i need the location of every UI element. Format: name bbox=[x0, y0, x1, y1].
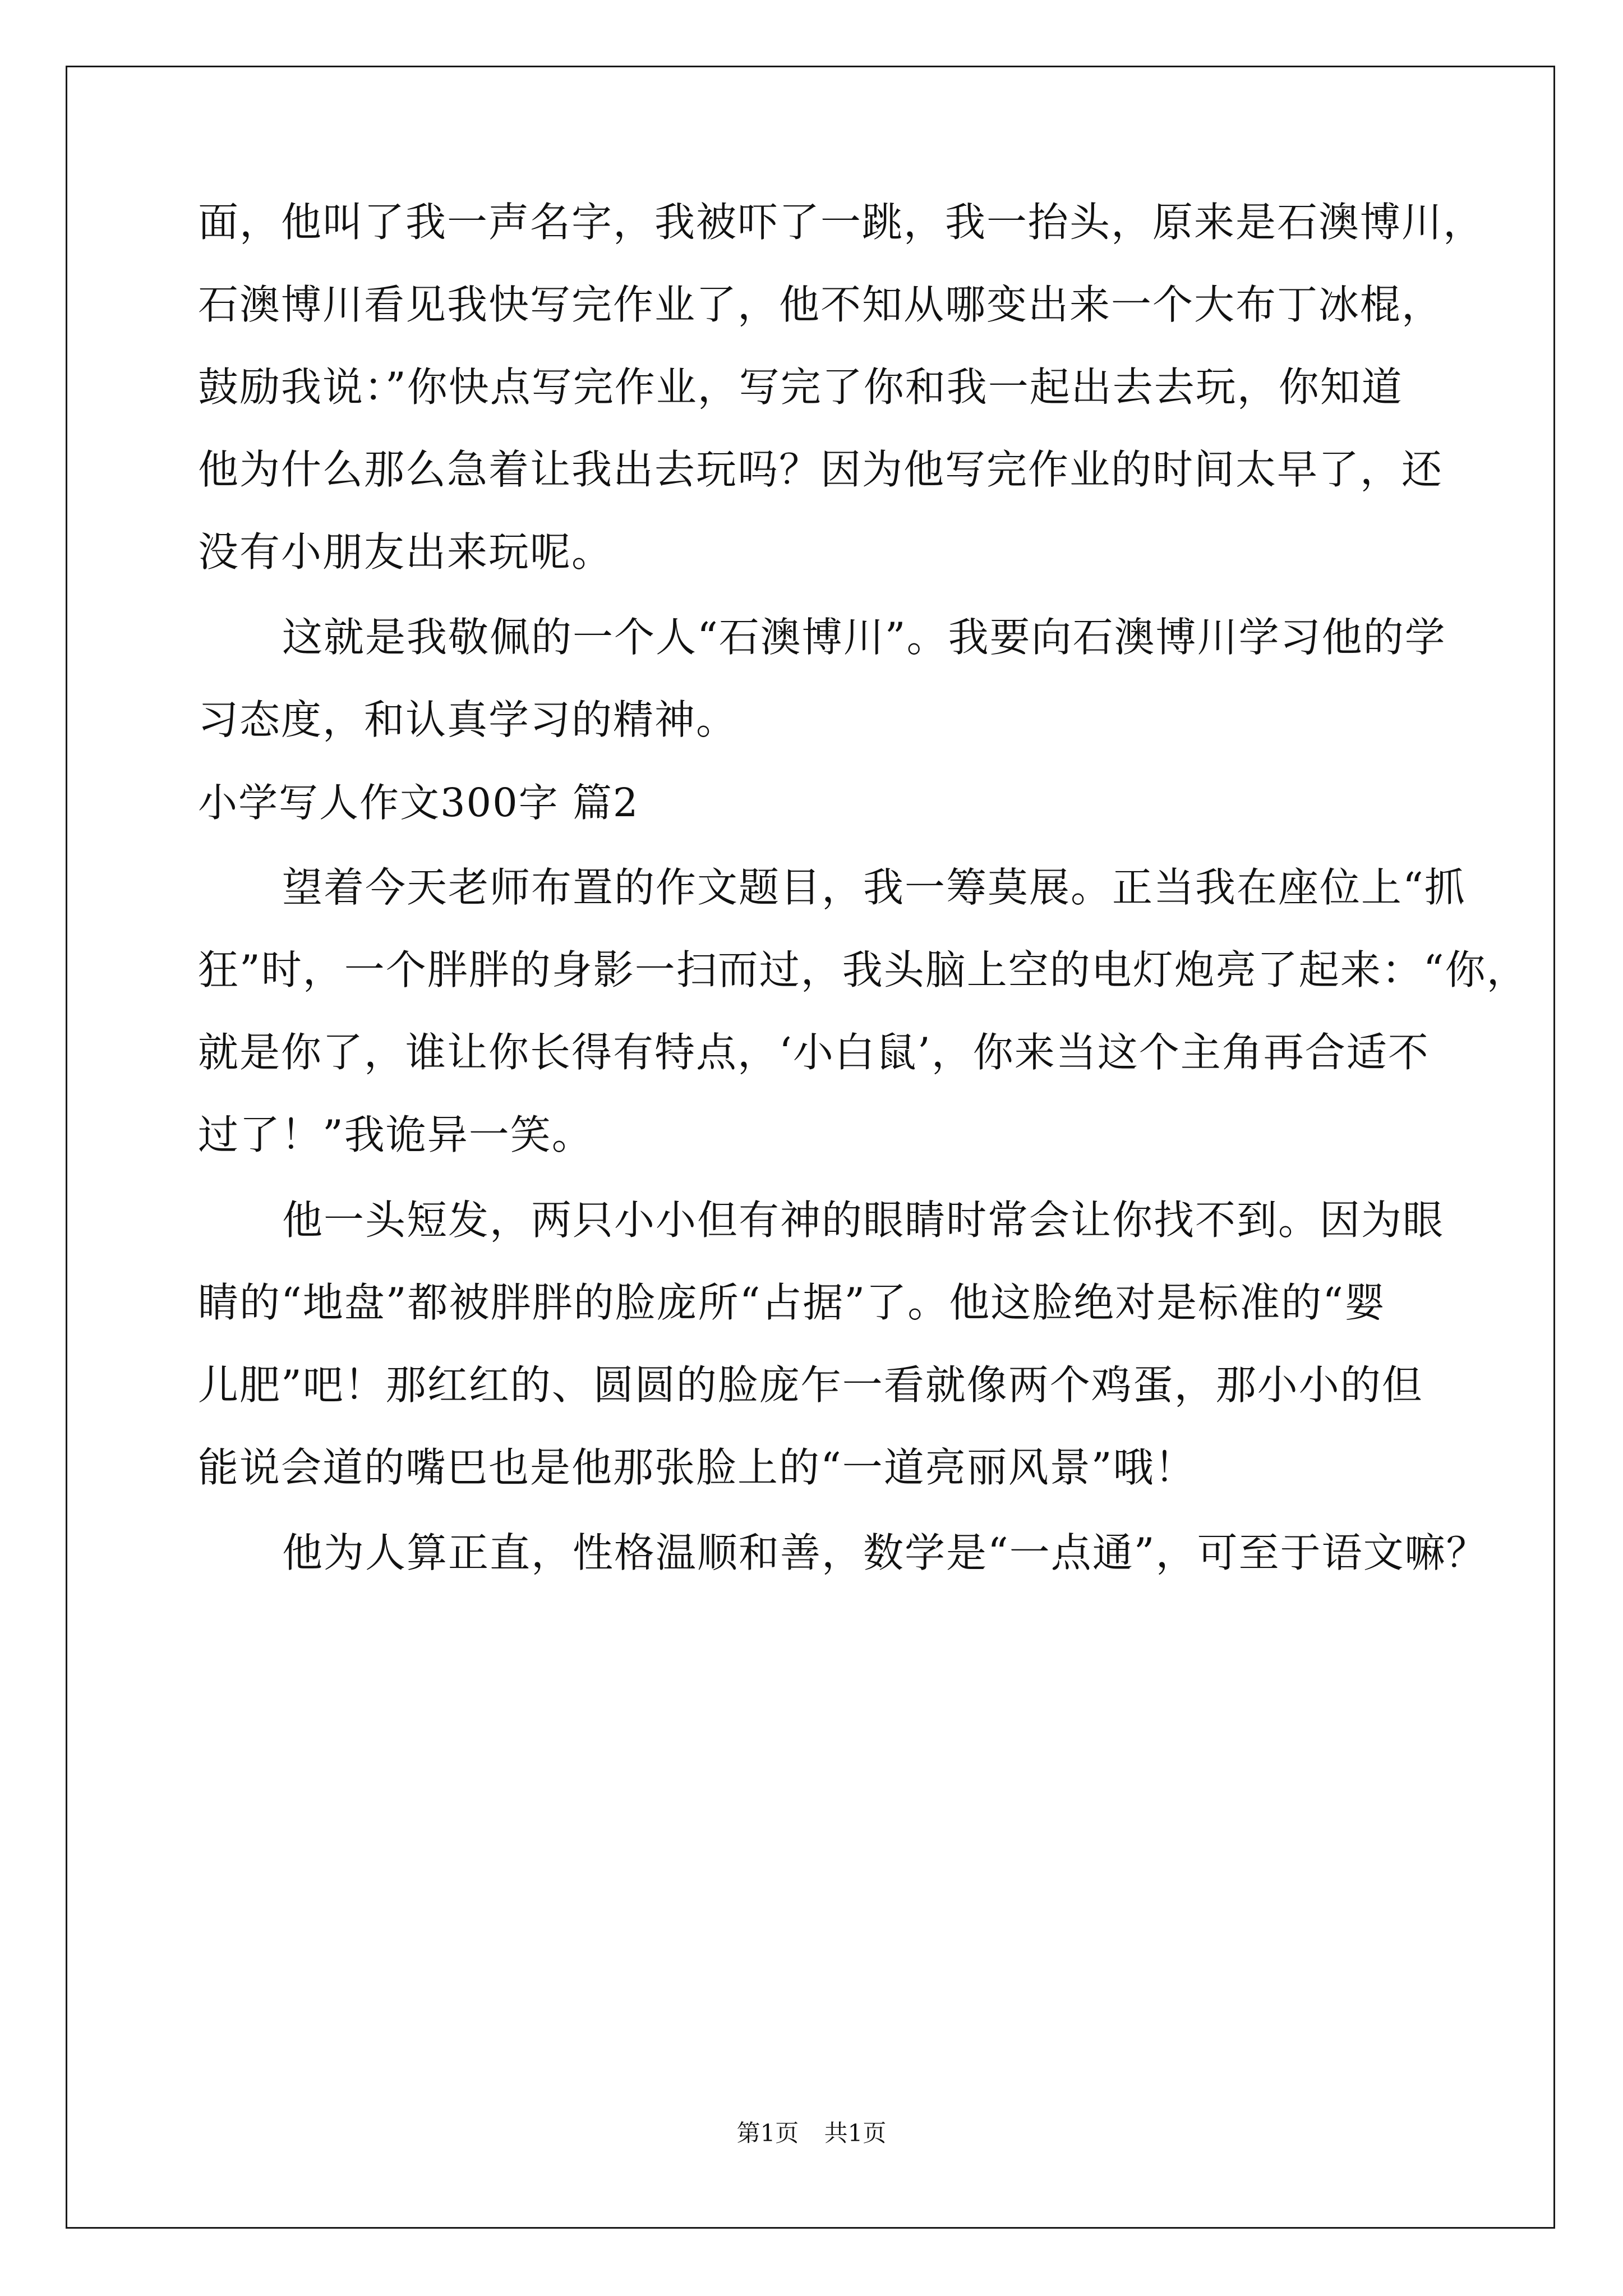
text-line: 儿肥”吧！那红红的、圆圆的脸庞乍一看就像两个鸡蛋，那小小的但 bbox=[198, 1361, 1423, 1409]
page-total: 共1页 bbox=[824, 2119, 887, 2147]
text-line: 过了！”我诡异一笑。 bbox=[198, 1111, 593, 1158]
text-line: 这就是我敬佩的一个人“石澳博川”。我要向石澳博川学习他的学 bbox=[282, 614, 1446, 661]
text-line: 面，他叫了我一声名字，我被吓了一跳，我一抬头，原来是石澳博川， bbox=[198, 199, 1485, 246]
text-line: 狂”时，一个胖胖的身影一扫而过，我头脑上空的电灯炮亮了起来：“你， bbox=[198, 946, 1528, 993]
text-line: 就是你了，谁让你长得有特点，‘小白鼠’，你来当这个主角再合适不 bbox=[198, 1029, 1430, 1076]
text-line: 能说会道的嘴巴也是他那张脸上的“一道亮丽风景”哦！ bbox=[198, 1444, 1196, 1491]
text-line: 望着今天老师布置的作文题目，我一筹莫展。正当我在座位上“抓 bbox=[282, 864, 1466, 911]
section-heading: 小学写人作文300字 篇2 bbox=[198, 780, 639, 826]
text-line: 他一头短发，两只小小但有神的眼睛时常会让你找不到。因为眼 bbox=[282, 1197, 1445, 1244]
text-line: 他为什么那么急着让我出去玩吗？因为他写完作业的时间太早了，还 bbox=[198, 446, 1444, 493]
text-line: 睛的“地盘”都被胖胖的脸庞所“占据”了。他这脸绝对是标准的“婴 bbox=[198, 1279, 1386, 1326]
page-number: 第1页 bbox=[736, 2119, 799, 2147]
text-line: 他为人算正直，性格温顺和善，数学是“一点通”，可至于语文嘛？ bbox=[282, 1529, 1488, 1576]
page-footer bbox=[0, 2119, 1623, 2147]
text-line: 习态度，和认真学习的精神。 bbox=[198, 696, 738, 743]
text-line: 没有小朋友出来玩呢。 bbox=[198, 528, 614, 576]
text-line: 鼓励我说：”你快点写完作业，写完了你和我一起出去去玩，你知道 bbox=[198, 364, 1403, 411]
text-line: 石澳博川看见我快写完作业了，他不知从哪变出来一个大布丁冰棍， bbox=[198, 281, 1444, 328]
